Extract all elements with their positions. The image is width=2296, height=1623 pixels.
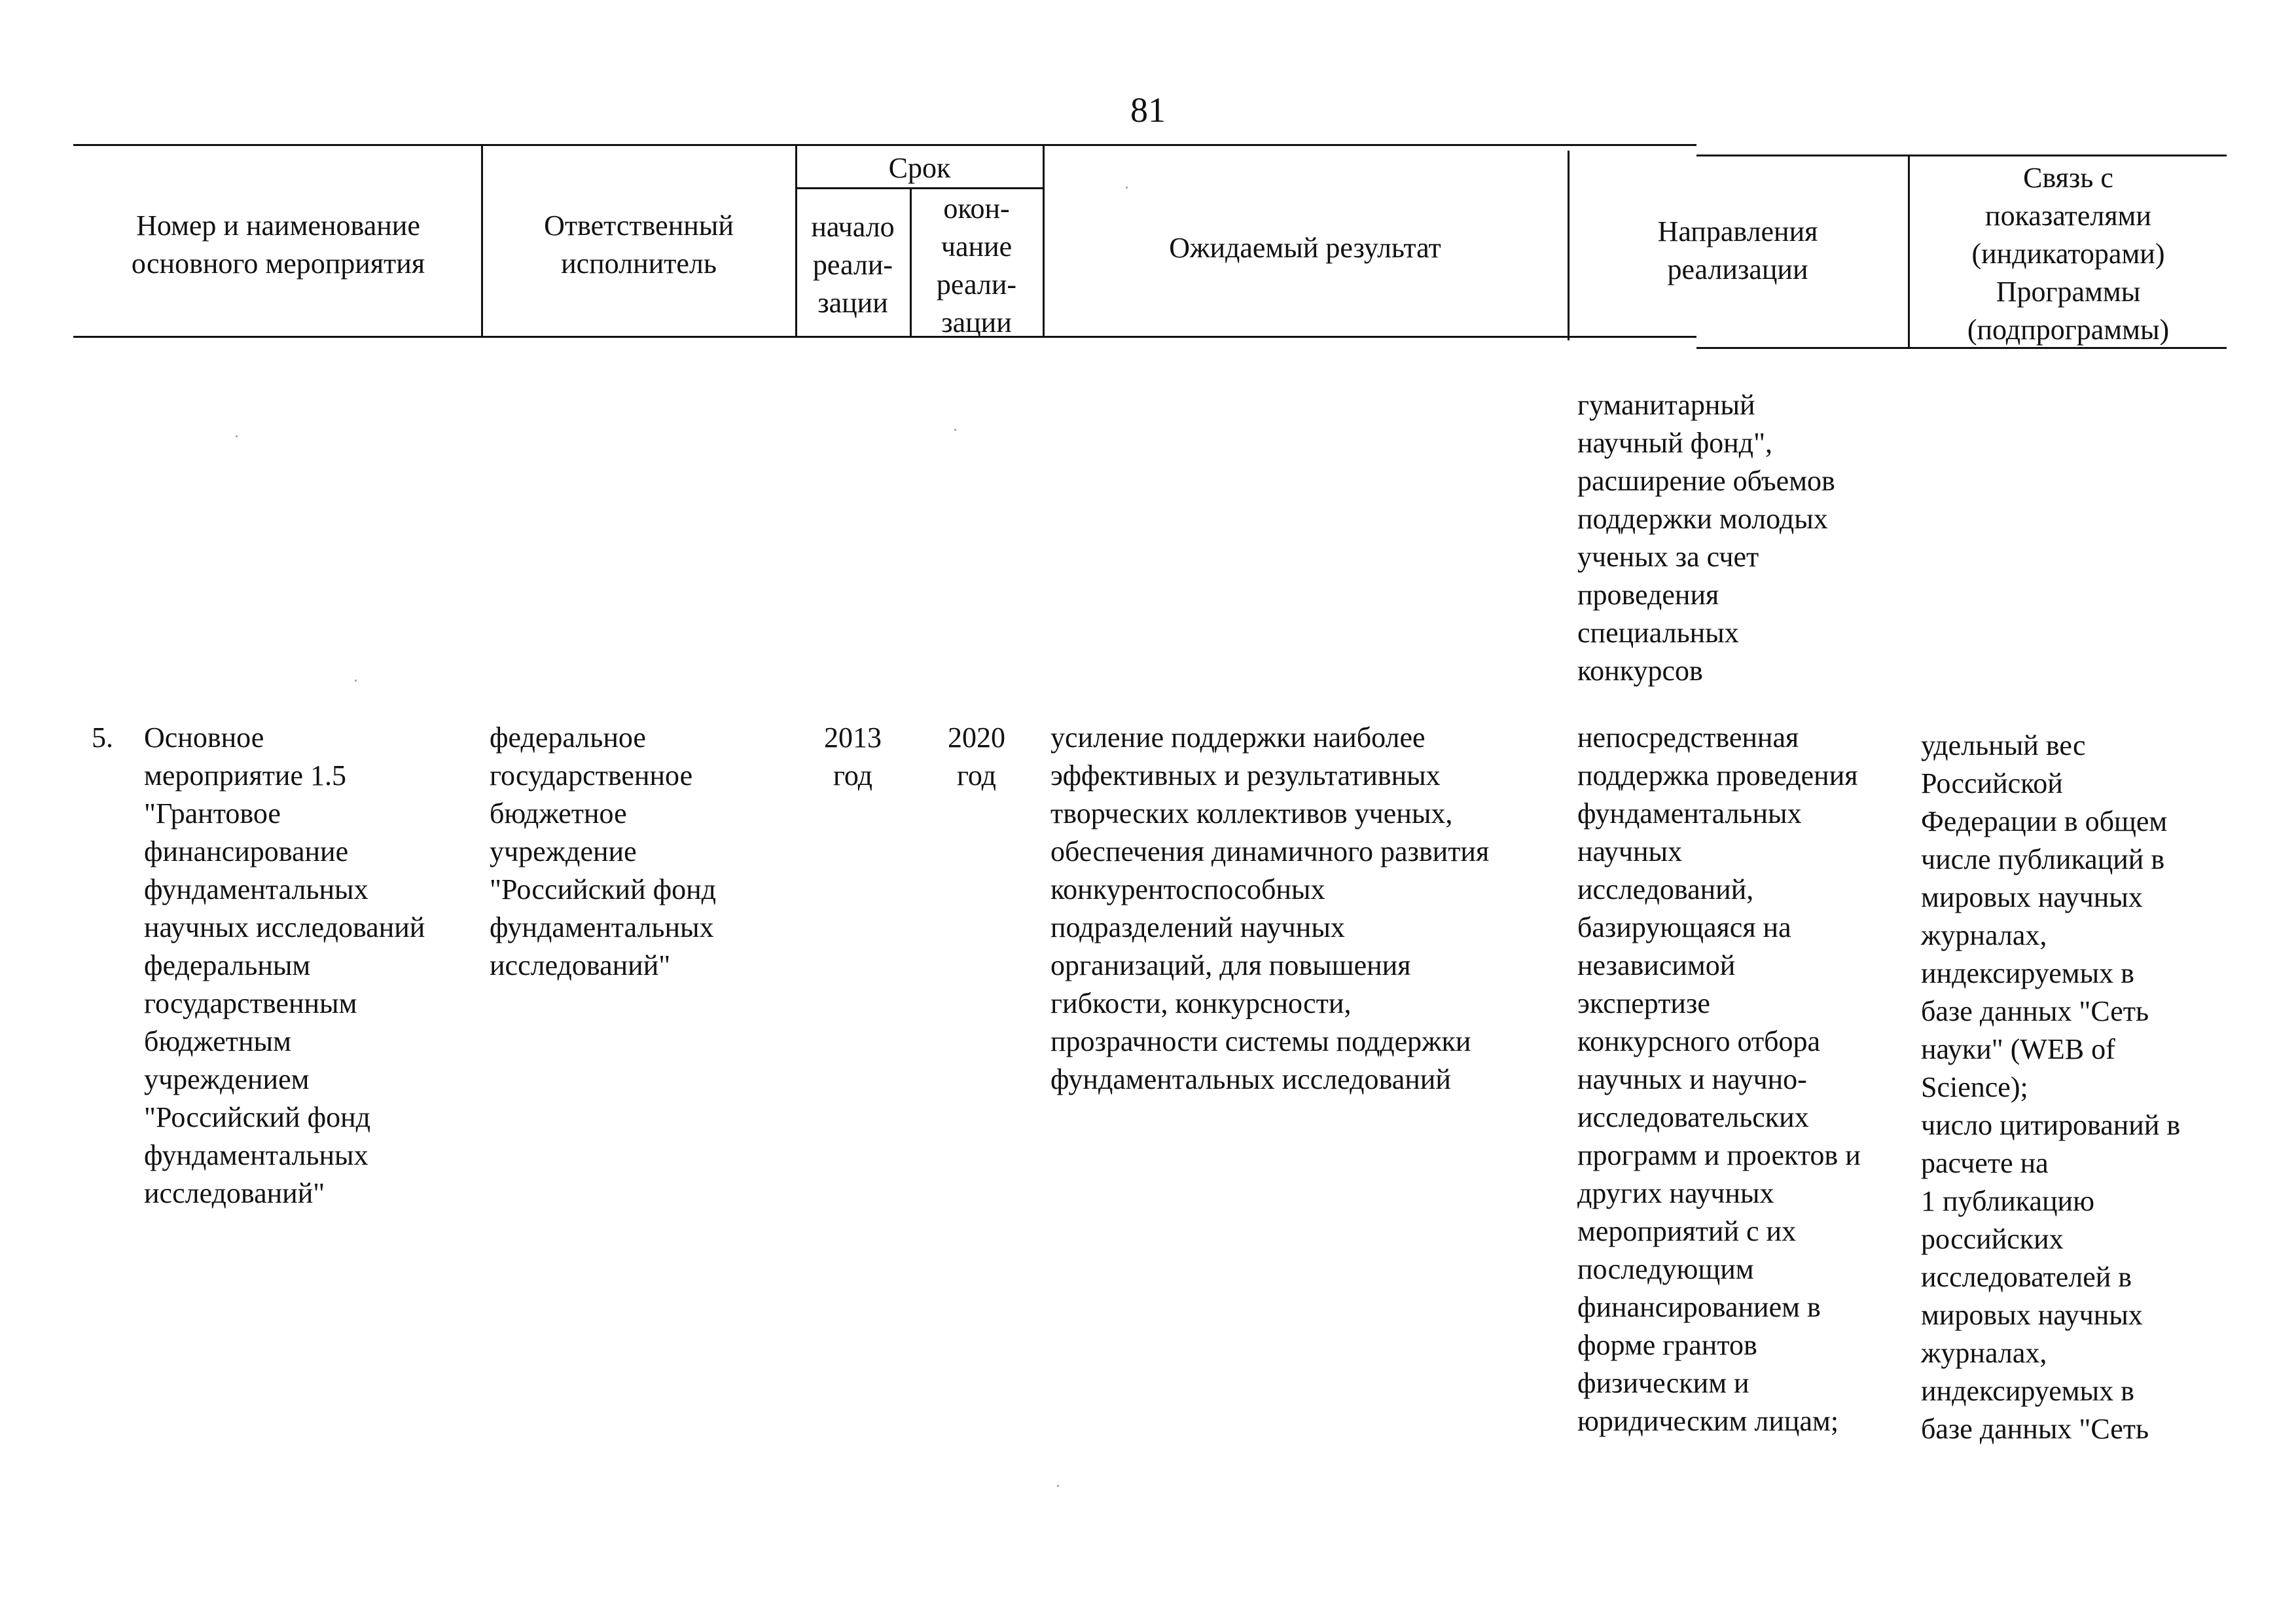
indicator-link: удельный вес Российской Федерации в общем числе публикаций в мировых научных журналах, индексируемых в базе данных "Сеть науки" (WEB of Science); число цитирований в расчете на 1 публикацию российских исследователей в мировых научных журналах, индексируемых в базе данных "Сеть [1921, 729, 2181, 1445]
expected-result: усиление поддержки наиболее эффективных и результативных творческих коллективов ученых, обеспечения динамичного развития конкурентоспособных подразделений научных организаций, для повышения гибкости, конкурсности, прозрачности системы поддержки фундаментальных исследований [1050, 721, 1490, 1095]
header-indicator-link: Связь с показателями (индикаторами) Программы (подпрограммы) [1967, 162, 2170, 346]
responsible-executor: федеральное государственное бюджетное учреждение "Российский фонд фундаментальных исследований" [490, 721, 717, 981]
page-number: 81 [1130, 90, 1166, 130]
directions: непосредственная поддержка проведения фундаментальных научных исследований, базирующаяся на независимой экспертизе конкурсного отбора научных и научно- исследовательских программ и проектов и других научных мероприятий с их последующим финансированием в форме грантов физическим и юридическим лицам; [1577, 721, 1861, 1437]
scan-speck [1126, 187, 1128, 189]
header-end: окон- чание реали- зации [936, 192, 1017, 338]
header-directions: Направления реализации [1657, 215, 1818, 285]
table-top-rule-right [1696, 155, 2227, 156]
header-measure-name: Номер и наименование основного мероприятия [131, 210, 425, 280]
header-start: начало реали- зации [811, 211, 895, 319]
measure-name: Основное мероприятие 1.5 "Грантовое финансирование фундаментальных научных исследований федеральным государственным бюджетным учреждением "Российский фонд фундаментальных исследований" [144, 721, 425, 1209]
scan-speck [355, 680, 357, 682]
header-expected-result: Ожидаемый результат [1169, 232, 1441, 264]
srok-divider-rule [795, 187, 1044, 189]
end-year: 2020 год [948, 721, 1005, 792]
header-executor: Ответственный исполнитель [544, 210, 734, 280]
start-year: 2013 год [824, 721, 882, 792]
header-srok: Срок [888, 152, 951, 184]
header-bottom-rule [73, 336, 1696, 338]
col-divider-1 [481, 144, 483, 338]
row-number: 5. [92, 721, 113, 754]
scan-speck [954, 429, 956, 431]
table-top-rule [73, 144, 1696, 146]
scan-speck [1057, 1485, 1059, 1487]
continuation-directions: гуманитарный научный фонд", расширение объемов поддержки молодых ученых за счет проведения специальных конкурсов [1577, 389, 1835, 687]
scan-speck [236, 435, 238, 437]
